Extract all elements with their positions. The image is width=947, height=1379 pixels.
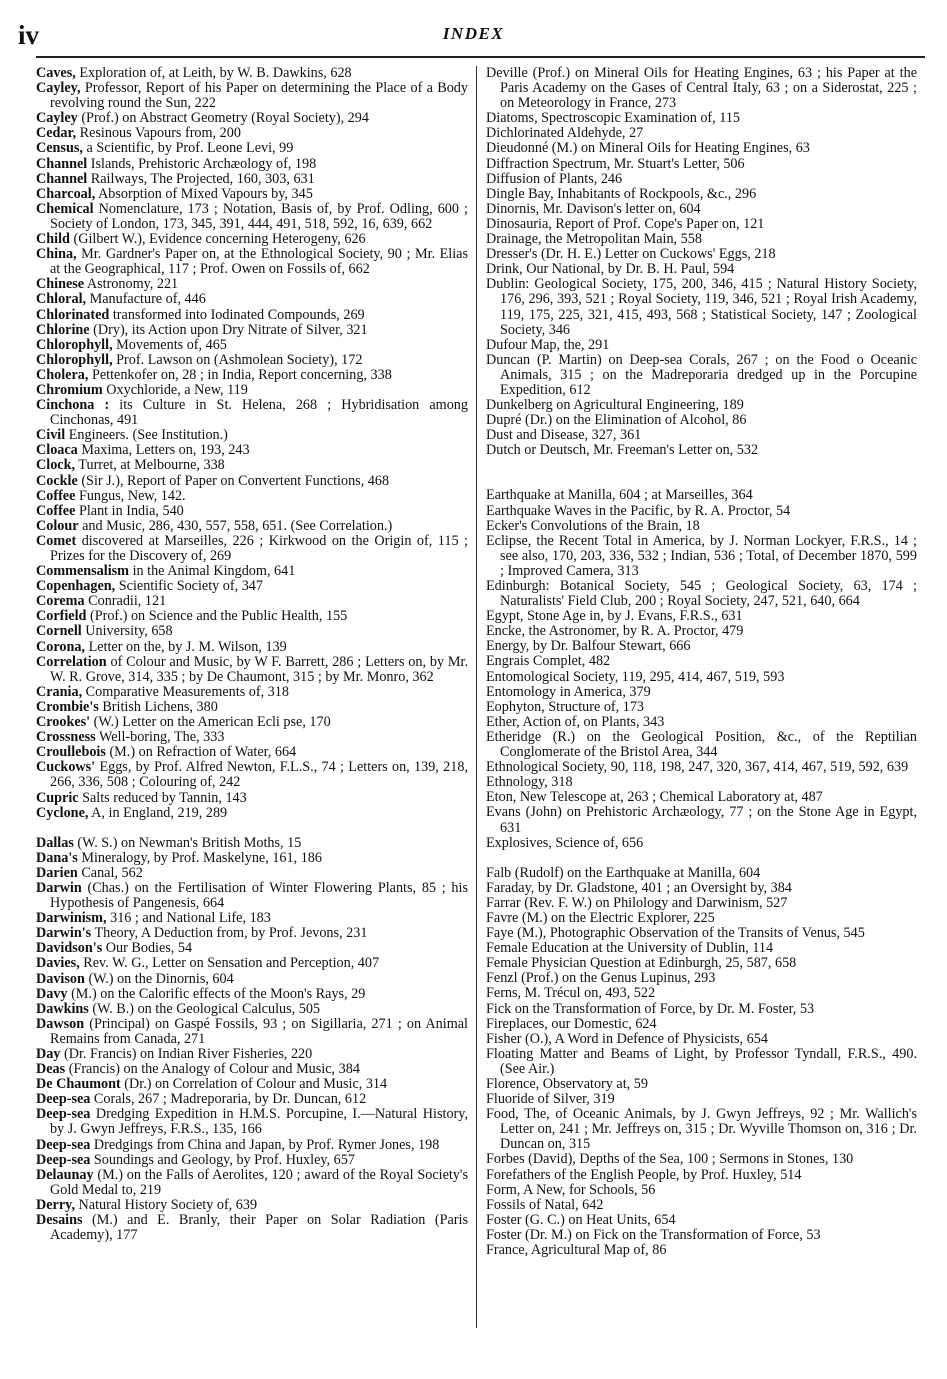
entry-headword: Chemical: [36, 200, 94, 217]
entry-headword: Deep-sea: [36, 1091, 91, 1108]
index-entry: [36, 564, 468, 579]
index-entry: Dufour Map, the, 291: [486, 336, 610, 353]
entry-headword: Commensalism: [36, 563, 130, 580]
entry-headword: Darien: [36, 864, 78, 881]
index-entry: [36, 700, 468, 715]
entry-headword: Chromium: [36, 381, 103, 398]
entry-headword: Chlorine: [36, 321, 90, 338]
entry-text: (Prof.) on Abstract Geometry (Royal Society), 294: [77, 110, 369, 127]
index-entry: Engrais Complet, 482: [486, 653, 611, 670]
entry-text: Mr. Gardner's Paper on, at the Ethnological Society, 90 ; Mr. Elias at the Geographical, 117 ; Prof. Owen on Fossils of, 662: [50, 246, 468, 278]
index-entry: [36, 730, 468, 745]
index-entry: Ferns, M. Trécul on, 493, 522: [486, 985, 656, 1002]
index-entry: Dutch or Deutsch, Mr. Freeman's Letter on, 532: [486, 442, 759, 459]
entry-headword: Cinchona :: [36, 397, 110, 414]
index-entry: [36, 1017, 468, 1047]
entry-text: Astronomy, 221: [84, 276, 179, 293]
entry-text: transformed into Iodinated Compounds, 269: [109, 306, 365, 323]
index-entry: [36, 81, 468, 111]
index-entry: Diffusion of Plants, 246: [486, 170, 623, 187]
index-entry: [36, 624, 468, 639]
index-entry: [36, 353, 468, 368]
column-divider: [476, 66, 477, 1328]
index-entry: [36, 941, 468, 956]
index-entry: [36, 292, 468, 307]
entry-headword: Crookes': [36, 714, 91, 731]
index-entry: Foster (Dr. M.) on Fick on the Transformation of Force, 53: [486, 1226, 821, 1243]
entry-headword: Cornell: [36, 623, 82, 640]
index-entry: Dingle Bay, Inhabitants of Rockpools, &c., 296: [486, 185, 757, 202]
entry-headword: Caves,: [36, 65, 76, 81]
entry-headword: Corona,: [36, 638, 86, 655]
entry-text: Salts reduced by Tannin, 143: [78, 789, 247, 806]
index-entry: [36, 1213, 468, 1243]
entry-text: (W.) on the Dinornis, 604: [84, 970, 234, 987]
entry-text: in the Animal Kingdom, 641: [129, 563, 296, 580]
index-entry: [36, 534, 468, 564]
entry-text: its Culture in St. Helena, 268 ; Hybridisation among Cinchonas, 491: [50, 397, 468, 429]
entry-text: (Principal) on Gaspé Fossils, 93 ; on Sigillaria, 271 ; on Animal Remains from Canada, 271: [50, 1015, 468, 1047]
index-entry: [36, 338, 468, 353]
index-entry: [36, 1153, 468, 1168]
entry-text: (W.) Letter on the American Ecli pse, 170: [90, 714, 331, 731]
entry-text: Oxychloride, a New, 119: [102, 381, 248, 398]
index-entry: [36, 111, 468, 126]
index-entry: Earthquake at Manilla, 604 ; at Marseilles, 364: [486, 487, 753, 504]
entry-text: Pettenkofer on, 28 ; in India, Report concerning, 338: [88, 366, 392, 383]
entry-text: Eggs, by Prof. Alfred Newton, F.L.S., 74 ; Letters on, 139, 218, 266, 336, 508 ; Colouring of, 242: [50, 759, 468, 791]
entry-text: (M.) on the Falls of Aerolites, 120 ; award of the Royal Society's Gold Medal to, 219: [50, 1166, 468, 1198]
index-entry: Form, A New, for Schools, 56: [486, 1181, 656, 1198]
entry-headword: Davy: [36, 985, 68, 1002]
entry-headword: Davidson's: [36, 940, 103, 957]
entry-text: (M.) on Refraction of Water, 664: [105, 744, 297, 761]
entry-text: Professor, Report of his Paper on determining the Place of a Body revolving round the Sun, 222: [50, 80, 468, 112]
entry-text: Fungus, New, 142.: [75, 487, 186, 504]
index-entry: [36, 791, 468, 806]
index-entry: [36, 715, 468, 730]
entry-headword: Delaunay: [36, 1166, 94, 1183]
entry-text: (Dr. Francis) on Indian River Fisheries, 220: [60, 1046, 313, 1062]
index-entry: Food, The, of Oceanic Animals, by J. Gwyn Jeffreys, 92 ; Mr. Wallich's Letter on, 241 ; Mr. Jeffreys on, 315 ; Dr. Wyville Thomson on, 316 ; Dr. Duncan on, 315: [486, 1106, 917, 1153]
index-entry: [36, 443, 468, 458]
entry-headword: Comet: [36, 532, 77, 549]
index-entry: Diffraction Spectrum, Mr. Stuart's Letter, 506: [486, 155, 745, 172]
index-entry: [36, 640, 468, 655]
entry-text: Plant in India, 540: [75, 502, 184, 519]
index-entry: [36, 383, 468, 398]
entry-headword: Cupric: [36, 789, 79, 806]
index-entry: Explosives, Science of, 656: [486, 834, 644, 851]
index-entry: Drainage, the Metropolitan Main, 558: [486, 231, 702, 248]
index-entry: [36, 851, 468, 866]
entry-headword: Davies,: [36, 955, 80, 972]
index-entry: [36, 157, 468, 172]
entry-headword: Clock,: [36, 457, 76, 474]
index-entry: Energy, by Dr. Balfour Stewart, 666: [486, 638, 691, 655]
index-entry: [36, 1002, 468, 1017]
entry-headword: Coffee: [36, 487, 76, 504]
left-column: [36, 66, 468, 1243]
entry-headword: Cedar,: [36, 125, 77, 142]
entry-text: Well-boring, The, 333: [95, 729, 225, 746]
index-entry: Forefathers of the English People, by Prof. Huxley, 514: [486, 1166, 802, 1183]
entry-text: (W. B.) on the Geological Calculus, 505: [88, 1000, 321, 1017]
entry-text: Conradii, 121: [84, 593, 167, 610]
entry-headword: Cloaca: [36, 442, 78, 459]
index-entry: [36, 1062, 468, 1077]
entry-headword: Crombie's: [36, 698, 99, 715]
entry-text: (Dr.) on Correlation of Colour and Music, 314: [120, 1076, 388, 1093]
index-entry: [36, 987, 468, 1002]
entry-text: of Colour and Music, by W F. Barrett, 286 ; Letters on, by Mr. W. R. Grove, 314, 335 ; by De Chaumont, 315 ; by Mr. Monro, 362: [50, 653, 468, 685]
index-entry: Eton, New Telescope at, 263 ; Chemical Laboratory at, 487: [486, 789, 823, 806]
entry-text: Theory, A Deduction from, by Prof. Jevons, 231: [91, 925, 368, 942]
entry-headword: Cuckows': [36, 759, 96, 776]
index-entry: Deville (Prof.) on Mineral Oils for Heating Engines, 63 ; his Paper at the Paris Academy on the Gases of Central Italy, 63 ; on a Siderostat, 225 ; on Meteorology in France, 273: [486, 65, 917, 112]
entry-text: and Music, 286, 430, 557, 558, 651. (See Correlation.): [78, 517, 393, 534]
entry-headword: Chlorophyll,: [36, 351, 113, 368]
entry-headword: Cockle: [36, 472, 78, 489]
entry-text: (Prof.) on Science and the Public Health, 155: [86, 608, 348, 625]
entry-headword: Dawkins: [36, 1000, 89, 1017]
index-entry: [36, 594, 468, 609]
entry-headword: Channel: [36, 155, 88, 172]
entry-text: Corals, 267 ; Madreporaria, by Dr. Duncan, 612: [90, 1091, 367, 1108]
index-entry: [36, 277, 468, 292]
entry-text: a Scientific, by Prof. Leone Levi, 99: [82, 140, 294, 157]
index-entry: Dust and Disease, 327, 361: [486, 427, 642, 444]
entry-headword: Cholera,: [36, 366, 89, 383]
entry-text: Natural History Society of, 639: [75, 1196, 258, 1213]
index-columns: [0, 66, 947, 1379]
entry-headword: Dana's: [36, 849, 78, 866]
entry-headword: Deas: [36, 1061, 66, 1078]
right-column: [486, 66, 917, 1258]
entry-text: Islands, Prehistoric Archæology of, 198: [87, 155, 317, 172]
index-entry: [36, 579, 468, 594]
index-entry: Fick on the Transformation of Force, by Dr. M. Foster, 53: [486, 1000, 815, 1017]
index-entry: [36, 685, 468, 700]
page-number: iv: [18, 20, 40, 50]
entry-text: Absorption of Mixed Vapours by, 345: [95, 185, 313, 202]
entry-text: (Francis) on the Analogy of Colour and Music, 384: [65, 1061, 360, 1078]
entry-text: A, in England, 219, 289: [88, 804, 228, 821]
index-entry: France, Agricultural Map of, 86: [486, 1242, 667, 1259]
entry-text: (Sir J.), Report of Paper on Convertent Functions, 468: [77, 472, 390, 489]
index-entry: Fluoride of Silver, 319: [486, 1091, 615, 1108]
index-entry: Female Education at the University of Dublin, 114: [486, 940, 774, 957]
index-entry: Earthquake Waves in the Pacific, by R. A. Proctor, 54: [486, 502, 791, 519]
index-entry: [36, 172, 468, 187]
entry-text: Mineralogy, by Prof. Maskelyne, 161, 186: [77, 849, 322, 866]
entry-headword: Coffee: [36, 502, 76, 519]
index-entry: [36, 1077, 468, 1092]
entry-headword: Census,: [36, 140, 83, 157]
page-header: [0, 14, 947, 54]
entry-text: Soundings and Geology, by Prof. Huxley, 657: [90, 1151, 355, 1168]
index-entry: [36, 1047, 468, 1062]
entry-text: Dredgings from China and Japan, by Prof. Rymer Jones, 198: [90, 1136, 440, 1153]
entry-headword: Correlation: [36, 653, 107, 670]
section-gap: [36, 821, 468, 836]
index-entry: [36, 1168, 468, 1198]
entry-text: discovered at Marseilles, 226 ; Kirkwood on the Origin of, 115 ; Prizes for the Discovery of, 269: [50, 532, 468, 564]
index-entry: [36, 1092, 468, 1107]
index-entry: Fisher (O.), A Word in Defence of Physicists, 654: [486, 1030, 768, 1047]
index-entry: Encke, the Astronomer, by R. A. Proctor, 479: [486, 623, 744, 640]
entry-text: Exploration of, at Leith, by W. B. Dawkins, 628: [75, 65, 352, 81]
entry-text: Nomenclature, 173 ; Notation, Basis of, by Prof. Odling, 600 ; Society of London, 173, 345, 391, 444, 491, 518, 592, 16, 639, 662: [50, 200, 468, 232]
entry-headword: Child: [36, 231, 70, 248]
index-entry: [36, 474, 468, 489]
index-entry: [36, 972, 468, 987]
entry-headword: Darwin's: [36, 925, 92, 942]
entry-headword: Corfield: [36, 608, 87, 625]
index-entry: [36, 398, 468, 428]
index-entry: Eophyton, Structure of, 173: [486, 698, 645, 715]
entry-text: Prof. Lawson on (Ashmolean Society), 172: [112, 351, 363, 368]
entry-text: Manufacture of, 446: [86, 291, 206, 308]
entry-headword: Chloral,: [36, 291, 87, 308]
entry-text: (M.) and E. Branly, their Paper on Solar Radiation (Paris Academy), 177: [50, 1212, 468, 1244]
entry-headword: Cayley: [36, 110, 78, 127]
section-gap: [486, 458, 917, 473]
entry-text: Resinous Vapours from, 200: [76, 125, 241, 142]
index-entry: [36, 1138, 468, 1153]
index-entry: [36, 911, 468, 926]
index-entry: Ethnology, 318: [486, 774, 573, 791]
entry-text: (W. S.) on Newman's British Moths, 15: [73, 834, 302, 851]
index-entry: [36, 126, 468, 141]
index-entry: [36, 247, 468, 277]
entry-headword: Corema: [36, 593, 85, 610]
index-entry: Farrar (Rev. F. W.) on Philology and Darwinism, 527: [486, 894, 788, 911]
index-entry: [36, 881, 468, 911]
index-entry: Faraday, by Dr. Gladstone, 401 ; an Oversight by, 384: [486, 879, 792, 896]
index-entry: [36, 323, 468, 338]
entry-text: British Lichens, 380: [98, 698, 218, 715]
index-entry: [36, 202, 468, 232]
index-entry: [36, 141, 468, 156]
index-entry: [36, 458, 468, 473]
entry-headword: Desains: [36, 1212, 83, 1229]
entry-headword: Dallas: [36, 834, 74, 851]
index-entry: [36, 368, 468, 383]
index-entry: [36, 760, 468, 790]
index-entry: [36, 745, 468, 760]
entry-text: Railways, The Projected, 160, 303, 631: [87, 170, 315, 187]
entry-headword: Charcoal,: [36, 185, 96, 202]
index-entry: Dresser's (Dr. H. E.) Letter on Cuckows' Eggs, 218: [486, 246, 776, 263]
entry-headword: Deep-sea: [36, 1136, 91, 1153]
entry-text: Our Bodies, 54: [102, 940, 193, 957]
entry-headword: De Chaumont: [36, 1076, 121, 1093]
index-entry: Dinosauria, Report of Prof. Cope's Paper on, 121: [486, 215, 765, 232]
index-entry: Diatoms, Spectroscopic Examination of, 115: [486, 110, 741, 127]
entry-text: Scientific Society of, 347: [115, 578, 263, 595]
entry-headword: Day: [36, 1046, 61, 1062]
entry-headword: Cayley,: [36, 80, 81, 97]
entry-headword: Darwinism,: [36, 910, 107, 927]
index-entry: Egypt, Stone Age in, by J. Evans, F.R.S., 631: [486, 608, 743, 625]
index-entry: Florence, Observatory at, 59: [486, 1076, 648, 1092]
entry-headword: Civil: [36, 427, 66, 444]
entry-headword: China,: [36, 246, 77, 263]
index-entry: Ethnological Society, 90, 118, 198, 247, 320, 367, 414, 467, 519, 592, 639: [486, 759, 909, 776]
entry-headword: Copenhagen,: [36, 578, 116, 595]
section-gap: [486, 851, 917, 866]
index-entry: Duncan (P. Martin) on Deep-sea Corals, 267 ; on the Food o Oceanic Animals, 315 ; on the Madreporaria dredged up in the Porcupine Expedition, 612: [486, 351, 917, 398]
entry-text: Letter on the, by J. M. Wilson, 139: [85, 638, 287, 655]
entry-headword: Crossness: [36, 729, 96, 746]
index-entry: [36, 187, 468, 202]
section-gap: [486, 473, 917, 488]
index-entry: [36, 806, 468, 821]
index-entry: Fireplaces, our Domestic, 624: [486, 1015, 657, 1032]
index-entry: Entomological Society, 119, 295, 414, 467, 519, 593: [486, 668, 785, 685]
entry-text: Dredging Expedition in H.M.S. Porcupine, I.—Natural History, by J. Gwyn Jeffreys, F.R.S., 135, 166: [50, 1106, 468, 1138]
entry-text: (Chas.) on the Fertilisation of Winter Flowering Plants, 85 ; his Hypothesis of Pangenesis, 664: [50, 879, 468, 912]
index-entry: Eclipse, the Recent Total in America, by J. Norman Lockyer, F.R.S., 14 ; see also, 170, 203, 336, 532 ; Indian, 536 ; Total, of December 1870, 599 ; Improved Camera, 313: [486, 532, 917, 579]
index-entry: [36, 1107, 468, 1137]
index-entry: [36, 655, 468, 685]
entry-text: (Dry), its Action upon Dry Nitrate of Silver, 321: [89, 321, 368, 338]
index-entry: Female Physician Question at Edinburgh, 25, 587, 658: [486, 955, 797, 972]
index-entry: [36, 504, 468, 519]
entry-text: Rev. W. G., Letter on Sensation and Perception, 407: [79, 955, 380, 972]
index-entry: [36, 1198, 468, 1213]
index-entry: [36, 308, 468, 323]
index-entry: Favre (M.) on the Electric Explorer, 225: [486, 909, 715, 926]
index-entry: Dupré (Dr.) on the Elimination of Alcohol, 86: [486, 412, 747, 429]
running-head: INDEX: [442, 24, 505, 43]
index-entry: Drink, Our National, by Dr. B. H. Paul, 594: [486, 261, 735, 278]
index-entry: Etheridge (R.) on the Geological Position, &c., of the Reptilian Conglomerate of the Bristol Area, 344: [486, 728, 917, 761]
entry-headword: Deep-sea: [36, 1151, 91, 1168]
index-entry: [36, 519, 468, 534]
index-entry: [36, 956, 468, 971]
index-entry: Dinornis, Mr. Davison's letter on, 604: [486, 200, 701, 217]
entry-text: (M.) on the Calorific effects of the Moon's Rays, 29: [67, 985, 366, 1002]
entry-headword: Channel: [36, 170, 88, 187]
header-rule: [36, 56, 925, 58]
index-entry: [36, 428, 468, 443]
index-entry: Floating Matter and Beams of Light, by Professor Tyndall, F.R.S., 490. (See Air.): [486, 1045, 917, 1077]
entry-text: Movements of, 465: [112, 336, 227, 353]
index-entry: Evans (John) on Prehistoric Archæology, 77 ; on the Stone Age in Egypt, 631: [486, 804, 917, 836]
entry-headword: Chlorophyll,: [36, 336, 113, 353]
index-entry: [36, 66, 468, 81]
entry-headword: Dawson: [36, 1015, 85, 1032]
index-entry: Fenzl (Prof.) on the Genus Lupinus, 293: [486, 970, 716, 987]
entry-text: (Gilbert W.), Evidence concerning Heterogeny, 626: [69, 231, 366, 248]
index-entry: Dieudonné (M.) on Mineral Oils for Heating Engines, 63: [486, 140, 810, 157]
entry-text: Engineers. (See Institution.): [65, 427, 228, 444]
entry-headword: Colour: [36, 517, 79, 534]
index-entry: [36, 926, 468, 941]
index-entry: [36, 866, 468, 881]
entry-text: Comparative Measurements of, 318: [82, 683, 289, 700]
entry-headword: Chinese: [36, 276, 85, 293]
entry-text: 316 ; and National Life, 183: [106, 910, 271, 927]
entry-text: Maxima, Letters on, 193, 243: [77, 442, 250, 459]
index-entry: [36, 836, 468, 851]
entry-headword: Croullebois: [36, 744, 106, 761]
entry-text: Canal, 562: [77, 864, 143, 881]
entry-headword: Cyclone,: [36, 804, 89, 821]
entry-headword: Davison: [36, 970, 85, 987]
index-entry: Entomology in America, 379: [486, 683, 651, 700]
index-entry: Fossils of Natal, 642: [486, 1196, 604, 1213]
index-entry: Dunkelberg on Agricultural Engineering, 189: [486, 397, 744, 414]
index-entry: Faye (M.), Photographic Observation of the Transits of Venus, 545: [486, 925, 865, 942]
index-entry: [36, 489, 468, 504]
index-entry: Ecker's Convolutions of the Brain, 18: [486, 517, 700, 534]
entry-text: University, 658: [81, 623, 173, 640]
index-entry: Forbes (David), Depths of the Sea, 100 ; Sermons in Stones, 130: [486, 1151, 854, 1168]
index-entry: Edinburgh: Botanical Society, 545 ; Geological Society, 63, 174 ; Naturalists' Field Club, 200 ; Royal Society, 247, 521, 640, 664: [486, 578, 917, 610]
entry-headword: Darwin: [36, 879, 82, 896]
index-entry: [36, 232, 468, 247]
index-entry: Falb (Rudolf) on the Earthquake at Manilla, 604: [486, 864, 761, 881]
index-entry: Foster (G. C.) on Heat Units, 654: [486, 1211, 676, 1228]
index-entry: [36, 609, 468, 624]
entry-headword: Deep-sea: [36, 1106, 91, 1123]
index-entry: Dichlorinated Aldehyde, 27: [486, 125, 644, 142]
entry-headword: Chlorinated: [36, 306, 110, 323]
index-entry: Ether, Action of, on Plants, 343: [486, 713, 665, 730]
entry-headword: Crania,: [36, 683, 83, 700]
index-entry: Dublin: Geological Society, 175, 200, 346, 415 ; Natural History Society, 176, 296, 393, 521 ; Royal Society, 119, 346, 521 ; Royal Irish Academy, 119, 175, 225, 321, 415, 493, 568 ; Statistical Society, 147 ; Zoological Society, 346: [486, 276, 917, 338]
entry-text: Turret, at Melbourne, 338: [75, 457, 225, 474]
entry-headword: Derry,: [36, 1196, 75, 1213]
